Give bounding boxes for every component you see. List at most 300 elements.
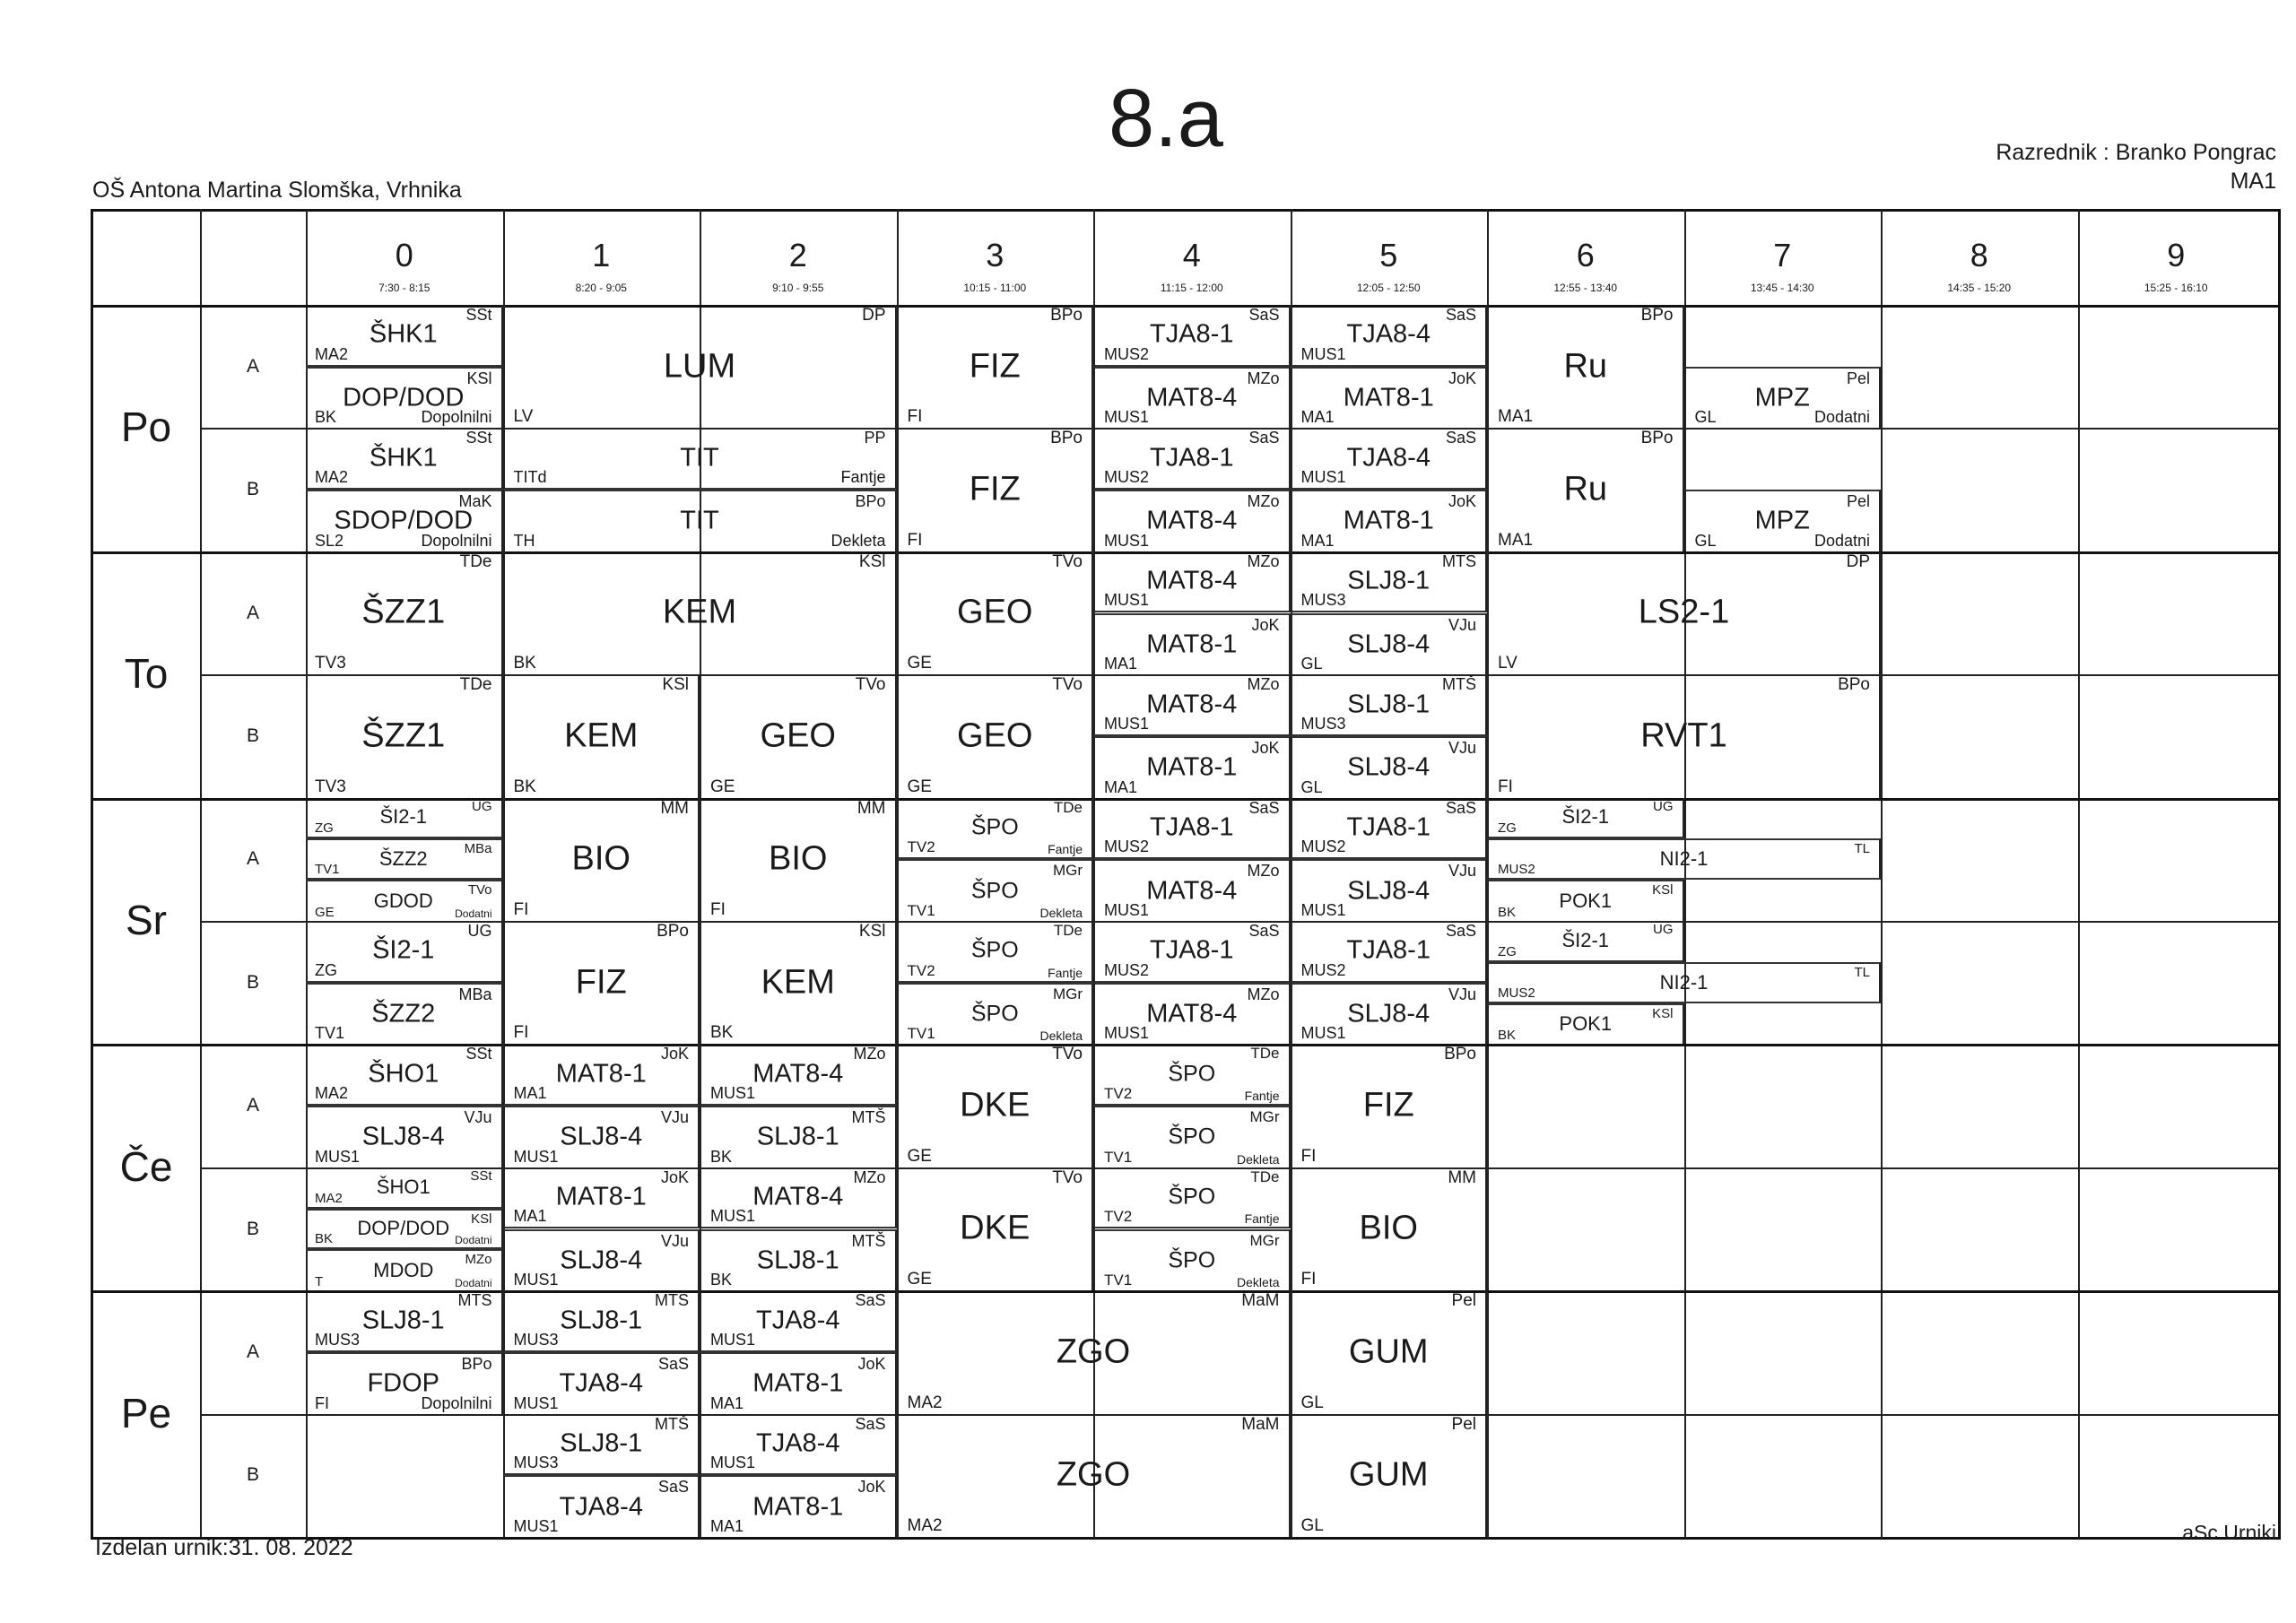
lesson-room: FI [1300, 1146, 1317, 1166]
lesson-room: MA2 [907, 1515, 943, 1535]
lesson-cell[interactable] [1291, 983, 1488, 1045]
lesson-cell[interactable] [1487, 798, 1684, 839]
lesson-cell[interactable] [503, 551, 897, 674]
lesson-teacher: MZo [853, 1045, 886, 1063]
lesson-cell[interactable] [306, 921, 503, 983]
week-label: B [246, 725, 259, 746]
lesson-subject: ŠI2-1 [1561, 805, 1610, 829]
lesson-note: Dekleta [831, 531, 886, 550]
lesson-room: TV2 [907, 838, 935, 856]
lesson-subject: GEO [957, 593, 1033, 631]
lesson-room: ZG [315, 820, 334, 837]
lesson-room: TV1 [907, 1025, 935, 1043]
lesson-cell[interactable] [1093, 798, 1291, 860]
lesson-cell[interactable] [1093, 1106, 1291, 1167]
lesson-teacher: TDe [459, 675, 492, 695]
lesson-cell[interactable] [503, 798, 700, 921]
lesson-cell[interactable] [1291, 921, 1488, 983]
lesson-cell[interactable] [897, 428, 1094, 551]
lesson-room: MUS1 [710, 1084, 756, 1103]
lesson-cell[interactable] [306, 674, 503, 797]
lesson-subject: ŠHK1 [369, 443, 438, 473]
lesson-subject: FIZ [1362, 1086, 1414, 1124]
software-credit: aSc Urniki [2182, 1521, 2276, 1544]
lesson-cell[interactable] [1093, 613, 1291, 675]
lesson-subject: MAT8-4 [1146, 876, 1238, 906]
lesson-room: BK [710, 1023, 734, 1043]
lesson-cell[interactable] [700, 1290, 897, 1352]
lesson-teacher: DP [862, 306, 886, 325]
lesson-teacher: VJu [660, 1231, 689, 1250]
lesson-room: GE [907, 777, 932, 796]
lesson-subject: ŠZZ2 [378, 847, 428, 871]
lesson-cell[interactable] [1291, 428, 1488, 490]
lesson-cell[interactable] [1093, 859, 1291, 921]
lesson-room: ZG [1498, 820, 1517, 837]
lesson-room: MUS2 [1104, 468, 1150, 487]
lesson-cell[interactable] [306, 798, 503, 839]
lesson-cell[interactable] [1093, 1167, 1291, 1229]
lesson-cell[interactable] [1291, 1290, 1488, 1413]
lesson-teacher: MaK [458, 492, 492, 511]
lesson-subject: DOP/DOD [357, 1217, 450, 1240]
lesson-cell[interactable] [306, 367, 503, 429]
lesson-cell[interactable] [503, 1414, 700, 1476]
lesson-cell[interactable] [1291, 798, 1488, 860]
lesson-room: MUS1 [513, 1147, 559, 1166]
lesson-teacher: BPo [1050, 306, 1083, 325]
lesson-cell[interactable] [1487, 880, 1684, 921]
lesson-cell[interactable] [1291, 859, 1488, 921]
lesson-room: MUS1 [315, 1147, 361, 1166]
class-teacher-block [1996, 138, 2276, 195]
lesson-room: TV3 [315, 777, 346, 796]
lesson-cell[interactable] [1487, 551, 1881, 674]
lesson-room: ZG [315, 960, 337, 979]
lesson-cell[interactable] [306, 490, 503, 551]
lesson-subject: POK1 [1559, 890, 1613, 913]
lesson-room: MUS3 [513, 1330, 559, 1349]
lesson-teacher: SSt [470, 1167, 492, 1184]
lesson-subject: SLJ8-1 [560, 1428, 643, 1458]
lesson-teacher: UG [467, 922, 492, 940]
period-header-7 [1684, 212, 1882, 305]
lesson-subject: SLJ8-4 [1347, 752, 1431, 782]
lesson-room: MUS1 [513, 1393, 559, 1412]
period-time: 10:15 - 11:00 [963, 282, 1027, 294]
lesson-subject: FDOP [367, 1368, 440, 1398]
lesson-cell[interactable] [503, 305, 897, 428]
lesson-subject: GDOD [373, 890, 433, 913]
lesson-cell[interactable] [1093, 1044, 1291, 1106]
lesson-cell[interactable] [1093, 1229, 1291, 1291]
lesson-cell[interactable] [897, 1167, 1094, 1290]
lesson-cell[interactable] [306, 983, 503, 1045]
week-label: B [246, 1218, 259, 1239]
lesson-cell[interactable] [1291, 613, 1488, 675]
week-label: A [246, 1095, 259, 1116]
lesson-cell[interactable] [306, 428, 503, 490]
lesson-room: FI [513, 899, 529, 919]
lesson-subject: TJA8-4 [1346, 319, 1431, 349]
lesson-teacher: Pel [1846, 492, 1870, 511]
period-header-0 [306, 212, 503, 305]
lesson-note: Dodatni [1813, 408, 1870, 427]
lesson-room: BK [513, 654, 536, 673]
created-date: Izdelan urnik:31. 08. 2022 [95, 1535, 353, 1560]
lesson-subject: SLJ8-1 [361, 1306, 445, 1335]
lesson-room: MUS2 [1498, 862, 1535, 878]
period-header-3 [897, 212, 1094, 305]
lesson-cell[interactable] [503, 428, 897, 490]
lesson-room: MA1 [1300, 531, 1335, 550]
lesson-cell[interactable] [1093, 921, 1291, 983]
lesson-cell[interactable] [503, 1229, 700, 1291]
lesson-cell[interactable] [897, 921, 1094, 983]
lesson-room: MA2 [315, 1190, 343, 1206]
lesson-teacher: BPo [1050, 429, 1083, 448]
lesson-note: Fantje [1244, 1211, 1280, 1227]
lesson-teacher: SaS [1248, 798, 1280, 817]
lesson-subject: MAT8-4 [752, 1059, 844, 1089]
lesson-subject: TJA8-1 [1346, 935, 1431, 965]
lesson-note: Dodatni [455, 907, 492, 920]
lesson-room: MUS2 [1104, 838, 1150, 856]
lesson-cell[interactable] [503, 1290, 700, 1352]
lesson-cell[interactable] [1684, 490, 1882, 551]
lesson-teacher: SaS [1445, 429, 1476, 447]
lesson-subject: MAT8-1 [555, 1059, 647, 1089]
lesson-cell[interactable] [1093, 490, 1291, 551]
lesson-cell[interactable] [1291, 551, 1488, 613]
lesson-subject: MAT8-1 [555, 1182, 647, 1211]
lesson-cell[interactable] [700, 921, 897, 1044]
lesson-subject: MAT8-4 [752, 1182, 844, 1211]
lesson-cell[interactable] [503, 921, 700, 1044]
lesson-cell[interactable] [1093, 428, 1291, 490]
lesson-cell[interactable] [1093, 551, 1291, 613]
period-time: 12:55 - 13:40 [1553, 282, 1618, 294]
lesson-room: TV1 [315, 1024, 345, 1043]
lesson-teacher: MM [660, 798, 689, 818]
lesson-cell[interactable] [1487, 838, 1881, 880]
lesson-teacher: UG [472, 798, 492, 814]
lesson-cell[interactable] [700, 1167, 897, 1229]
lesson-teacher: MBa [464, 841, 492, 857]
lesson-room: BK [513, 777, 536, 796]
lesson-teacher: MZo [1247, 551, 1280, 570]
lesson-teacher: VJu [1448, 615, 1476, 634]
lesson-teacher: SaS [855, 1291, 886, 1310]
lesson-room: GL [1694, 531, 1717, 550]
lesson-room: GL [1300, 1515, 1324, 1535]
lesson-cell[interactable] [1487, 1003, 1684, 1045]
lesson-cell[interactable] [1291, 490, 1488, 551]
lesson-teacher: BPo [1838, 675, 1870, 695]
lesson-cell[interactable] [306, 1106, 503, 1167]
period-column-line [1881, 209, 1883, 1538]
period-header-8 [1881, 212, 2078, 305]
lesson-teacher: MZo [1247, 862, 1280, 881]
lesson-subject: SLJ8-1 [1347, 690, 1431, 719]
lesson-teacher: SaS [1445, 798, 1476, 817]
lesson-cell[interactable] [897, 1414, 1291, 1537]
lesson-teacher: TVo [467, 882, 492, 898]
lesson-cell[interactable] [1093, 674, 1291, 736]
lesson-teacher: KSl [858, 551, 886, 571]
lesson-cell[interactable] [1487, 921, 1684, 962]
lesson-cell[interactable] [700, 1106, 897, 1167]
lesson-room: GL [1300, 777, 1323, 796]
lesson-teacher: SSt [465, 429, 492, 447]
lesson-teacher: BPo [1640, 306, 1674, 325]
lesson-note: Fantje [1048, 965, 1083, 980]
lesson-teacher: TL [1854, 841, 1870, 857]
lesson-cell[interactable] [306, 1249, 503, 1290]
lesson-cell[interactable] [503, 1044, 700, 1106]
lesson-cell[interactable] [1093, 305, 1291, 367]
lesson-subject: MAT8-4 [1146, 506, 1238, 535]
lesson-cell[interactable] [306, 838, 503, 880]
period-number: 8 [1970, 237, 1988, 273]
period-time: 12:05 - 12:50 [1356, 282, 1421, 294]
lesson-cell[interactable] [1291, 736, 1488, 798]
lesson-cell[interactable] [306, 1209, 503, 1250]
lesson-note: Dekleta [1039, 905, 1083, 920]
lesson-cell[interactable] [897, 1290, 1291, 1413]
lesson-cell[interactable] [306, 1290, 503, 1352]
lesson-room: MUS3 [315, 1330, 361, 1349]
lesson-room: MA1 [513, 1207, 547, 1226]
lesson-teacher: KSl [471, 1211, 492, 1227]
class-title: 8.a [1109, 73, 1223, 164]
lesson-teacher: JoK [1251, 738, 1280, 757]
lesson-room: MA1 [710, 1516, 744, 1535]
lesson-cell[interactable] [897, 1044, 1094, 1167]
period-header-4 [1093, 212, 1291, 305]
lesson-cell[interactable] [1093, 367, 1291, 429]
lesson-room: GE [907, 1270, 932, 1289]
lesson-cell[interactable] [306, 880, 503, 921]
lesson-room: FI [513, 1023, 529, 1043]
lesson-cell[interactable] [897, 551, 1094, 674]
lesson-room: TV1 [1104, 1271, 1133, 1289]
lesson-subject: MAT8-1 [752, 1368, 844, 1398]
lesson-cell[interactable] [1291, 1167, 1488, 1290]
period-number: 2 [788, 237, 807, 273]
lesson-room: MUS1 [710, 1207, 756, 1226]
lesson-subject: ŠHK1 [369, 319, 438, 349]
lesson-cell[interactable] [700, 798, 897, 921]
lesson-teacher: SaS [1248, 922, 1280, 940]
lesson-subject: ŠPO [970, 937, 1019, 963]
lesson-subject: ŠI2-1 [372, 935, 435, 965]
period-time: 13:45 - 14:30 [1750, 282, 1814, 294]
lesson-teacher: TL [1854, 964, 1870, 980]
lesson-room: MUS1 [1104, 531, 1150, 550]
lesson-teacher: BPo [1640, 429, 1674, 448]
lesson-subject: DOP/DOD [343, 383, 465, 412]
lesson-cell[interactable] [897, 983, 1094, 1045]
lesson-note: Dekleta [1237, 1151, 1280, 1167]
lesson-teacher: TVo [1052, 551, 1083, 571]
lesson-teacher: BPo [855, 492, 886, 511]
lesson-subject: ŠI2-1 [379, 805, 428, 829]
lesson-note: Dodatni [1813, 531, 1870, 550]
lesson-cell[interactable] [897, 798, 1094, 860]
lesson-subject: ŠHO1 [368, 1059, 439, 1089]
lesson-room: MUS1 [710, 1330, 756, 1349]
lesson-subject: FIZ [575, 963, 627, 1002]
lesson-subject: SLJ8-4 [1347, 999, 1431, 1028]
lesson-cell[interactable] [1291, 674, 1488, 736]
lesson-room: MUS2 [1300, 838, 1346, 856]
week-label: B [246, 1464, 259, 1486]
lesson-teacher: MZo [1247, 369, 1280, 387]
lesson-teacher: JoK [1448, 492, 1476, 511]
lesson-subject: SLJ8-4 [1347, 876, 1431, 906]
period-number: 4 [1182, 237, 1201, 273]
lesson-subject: DKE [960, 1209, 1031, 1247]
week-label: A [246, 602, 259, 623]
lesson-room: GE [315, 904, 335, 920]
lesson-teacher: MZo [1247, 492, 1280, 511]
lesson-cell[interactable] [306, 551, 503, 674]
lesson-cell[interactable] [503, 1167, 700, 1229]
lesson-cell[interactable] [1093, 736, 1291, 798]
lesson-cell[interactable] [503, 1475, 700, 1537]
week-label: A [246, 1341, 259, 1362]
lesson-subject: Ru [1563, 470, 1608, 508]
day-column-line [200, 209, 202, 1538]
lesson-subject: MAT8-1 [1343, 383, 1434, 412]
lesson-room: MA1 [1498, 530, 1534, 550]
lesson-teacher: MTŠ [1442, 551, 1476, 570]
lesson-cell[interactable] [1093, 983, 1291, 1045]
lesson-cell[interactable] [1487, 674, 1881, 797]
day-label: Če [119, 1142, 173, 1190]
lesson-cell[interactable] [306, 1352, 503, 1414]
day-label: Pe [120, 1389, 172, 1436]
lesson-teacher: TVo [1052, 1045, 1083, 1064]
lesson-teacher: MTŠ [655, 1291, 689, 1310]
lesson-cell[interactable] [1291, 305, 1488, 367]
lesson-cell[interactable] [306, 305, 503, 367]
day-label: Sr [126, 897, 167, 943]
lesson-cell[interactable] [1487, 428, 1684, 551]
lesson-teacher: TDe [1053, 798, 1083, 816]
period-number: 9 [2167, 237, 2186, 273]
lesson-cell[interactable] [503, 490, 897, 551]
timetable-grid [91, 209, 2279, 1538]
lesson-cell[interactable] [1291, 1044, 1488, 1167]
lesson-teacher: JoK [1448, 369, 1476, 387]
lesson-subject: Ru [1563, 347, 1608, 386]
home-room: MA1 [2230, 169, 2276, 194]
lesson-subject: ZGO [1056, 1455, 1131, 1494]
lesson-subject: BIO [769, 839, 828, 878]
day-label: To [124, 650, 169, 698]
lesson-cell[interactable] [897, 674, 1094, 797]
lesson-cell[interactable] [1291, 367, 1488, 429]
lesson-subject: NI2-1 [1659, 847, 1709, 871]
lesson-subject: SLJ8-4 [361, 1122, 445, 1151]
lesson-cell[interactable] [306, 1044, 503, 1106]
lesson-subject: BIO [1359, 1209, 1418, 1247]
lesson-cell[interactable] [700, 1229, 897, 1291]
lesson-cell[interactable] [503, 1352, 700, 1414]
lesson-room: FI [710, 899, 726, 919]
lesson-cell[interactable] [1291, 1414, 1488, 1537]
lesson-teacher: MGr [1052, 985, 1083, 1002]
lesson-cell[interactable] [700, 1352, 897, 1414]
lesson-subject: ŠPO [970, 1001, 1019, 1027]
lesson-room: MUS1 [513, 1271, 559, 1289]
lesson-teacher: SaS [1445, 306, 1476, 324]
lesson-cell[interactable] [897, 859, 1094, 921]
lesson-teacher: BPo [657, 922, 689, 941]
period-time: 7:30 - 8:15 [378, 282, 430, 294]
lesson-room: FI [1300, 1270, 1317, 1289]
lesson-subject: KEM [564, 716, 639, 755]
lesson-cell[interactable] [503, 1106, 700, 1167]
lesson-cell[interactable] [503, 674, 700, 797]
lesson-teacher: MTŠ [851, 1108, 886, 1127]
lesson-cell[interactable] [700, 1414, 897, 1476]
lesson-cell[interactable] [700, 1475, 897, 1537]
lesson-subject: MDOD [373, 1259, 434, 1282]
lesson-note: Dodatni [455, 1277, 492, 1290]
lesson-teacher: UG [1653, 798, 1674, 814]
lesson-cell[interactable] [700, 674, 897, 797]
lesson-teacher: BPo [1444, 1045, 1476, 1064]
lesson-teacher: MTŠ [457, 1291, 492, 1310]
lesson-note: Dodatni [455, 1234, 492, 1247]
lesson-subject: DKE [960, 1086, 1031, 1124]
lesson-cell[interactable] [700, 1044, 897, 1106]
lesson-cell[interactable] [306, 1167, 503, 1209]
lesson-note: Fantje [1244, 1089, 1280, 1104]
lesson-subject: SLJ8-4 [560, 1245, 643, 1275]
lesson-room: MUS3 [513, 1454, 559, 1472]
lesson-cell[interactable] [1684, 367, 1882, 429]
lesson-teacher: MaM [1241, 1291, 1280, 1311]
lesson-room: MUS1 [1300, 468, 1346, 487]
lesson-subject: KEM [662, 593, 737, 631]
lesson-teacher: KSl [466, 369, 492, 387]
lesson-subject: ŠPO [1168, 1124, 1216, 1150]
lesson-cell[interactable] [1487, 305, 1684, 428]
lesson-subject: MAT8-4 [1146, 690, 1238, 719]
lesson-room: MA2 [315, 1084, 349, 1103]
lesson-room: TV3 [315, 654, 346, 673]
lesson-teacher: TDe [459, 551, 492, 571]
lesson-room: BK [1498, 1028, 1517, 1044]
lesson-teacher: MM [857, 798, 886, 818]
lesson-cell[interactable] [1487, 962, 1881, 1003]
lesson-subject: RVT1 [1640, 716, 1727, 755]
lesson-teacher: SaS [1248, 306, 1280, 324]
lesson-teacher: MGr [1249, 1108, 1280, 1126]
lesson-subject: POK1 [1559, 1012, 1613, 1036]
lesson-teacher: MaM [1241, 1414, 1280, 1434]
lesson-room: SL2 [315, 531, 344, 550]
lesson-subject: MAT8-1 [1146, 629, 1238, 659]
lesson-teacher: VJu [464, 1108, 492, 1127]
lesson-room: TV2 [1104, 1208, 1133, 1226]
lesson-room: TV2 [907, 961, 935, 979]
lesson-cell[interactable] [897, 305, 1094, 428]
